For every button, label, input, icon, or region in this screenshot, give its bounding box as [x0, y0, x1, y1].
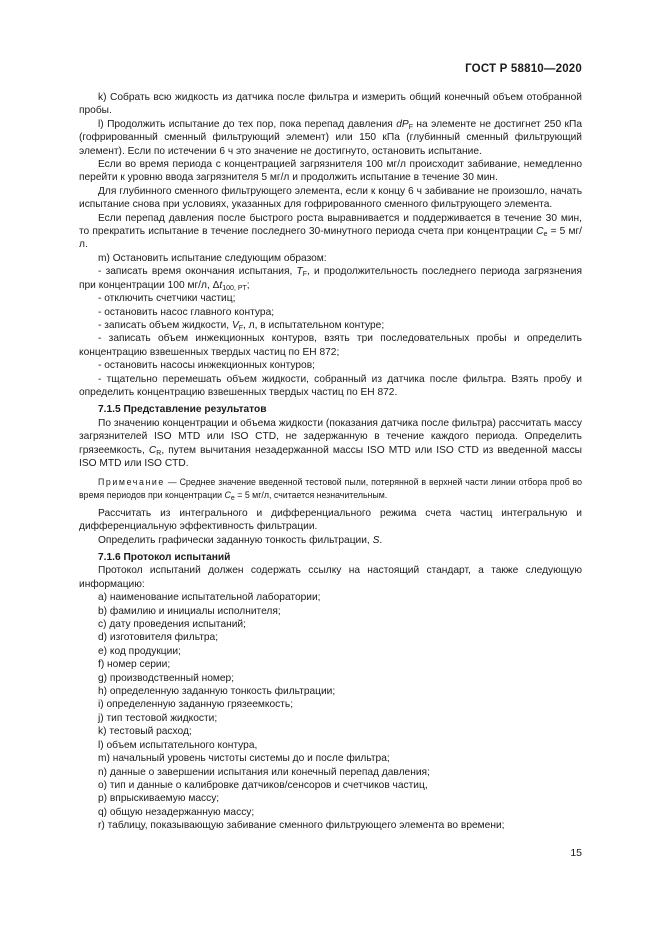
report-intro: Протокол испытаний должен содержать ссылку на настоящий стандарт, а также следующую информацию: [79, 565, 582, 590]
report-item: i) определенную заданную грязеемкость; [98, 699, 294, 711]
report-item: b) фамилию и инициалы исполнителя; [98, 605, 281, 617]
page-number: 15 [570, 847, 582, 859]
report-item: n) данные о завершении испытания или конечный перепад давления; [98, 766, 430, 778]
step-stop-pump: - остановить насос главного контура; [98, 306, 275, 318]
report-item: q) общую незадержанную массу; [98, 806, 255, 818]
item-k: k) Собрать всю жидкость из датчика после фильтра и измерить общий конечный объем отобранной пробы. [79, 92, 582, 117]
step-record-time: - записать время окончания испытания, $T_F$, и продолжительность последнего периода загрязнения при концентрации 100 мг/л, $\Delta t_{100, PT}$; [79, 266, 582, 292]
report-item: f) номер серии; [98, 659, 171, 671]
report-item: r) таблицу, показывающую забивание сменного фильтрующего элемента во времени; [98, 820, 505, 832]
report-item: g) производственный номер; [98, 672, 235, 684]
report-item: a) наименование испытательной лаборатории; [98, 592, 321, 604]
report-item: h) определенную заданную тонкость фильтрации; [98, 686, 336, 698]
paragraph-results: По значению концентрации и объема жидкости (показания датчика после фильтра) рассчитать массу загрязнителей ISO MTD или ISO CTD, не задержанную в течение каждого периода. Определить грязеемкость, $C_R$, путем вычитания незадержанной массы ISO MTD или ISO CTD из введенной массы ISO MTD или ISO CTD. [79, 417, 582, 469]
step-record-volume: - записать объем жидкости, $V_F$, л, в испытательном контуре; [98, 319, 385, 332]
item-m: m) Остановить испытание следующим образом: [98, 252, 327, 264]
step-disable-counters: - отключить счетчики частиц; [98, 293, 236, 305]
report-item: p) впрыскиваемую массу; [98, 793, 220, 805]
step-injection-volume: - записать объем инжекционных контуров, взять три последовательных пробы и определить концентрацию взвешенных твердых частиц по ЕН 872; [79, 333, 582, 358]
paragraph-efficiency: Рассчитать из интегрального и дифференциального режима счета частиц интегральную и дифференциальную эффективность фильтрации. [79, 507, 582, 533]
standard-header: ГОСТ Р 58810—2020 [465, 63, 582, 75]
report-item: k) тестовый расход; [98, 726, 192, 738]
paragraph-fineness: Определить графически заданную тонкость фильтрации, S. [98, 534, 383, 546]
step-mix-sample: - тщательно перемешать объем жидкости, собранный из датчика после фильтра. Взять пробу и определить концентрацию взвешенных твердых частиц по ЕН 872. [79, 373, 582, 398]
report-item: c) дату проведения испытаний; [98, 619, 246, 631]
report-item: o) тип и данные о калибровке датчиков/сенсоров и счетчиков частиц, [98, 779, 428, 791]
section-716-title: 7.1.6 Протокол испытаний [98, 552, 231, 563]
section-715-title: 7.1.5 Представление результатов [98, 404, 267, 416]
report-item: d) изготовителя фильтра; [98, 632, 219, 644]
step-stop-injection: - остановить насосы инжекционных контуров; [98, 360, 315, 372]
report-item: e) код продукции; [98, 645, 181, 657]
paragraph-depth-element: Для глубинного сменного фильтрующего элемента, если к концу 6 ч забивание не произошло, начать испытание снова при условиях, указанных для гофрированного сменного фильтрующего элемента. [79, 185, 582, 211]
paragraph-pressure-drop: Если перепад давления после быстрого роста выравнивается и поддерживается в течение 30 мин, то прекратить испытание в течение последнего 30-минутного периода счета при концентрации $C_e = 5$ мг/л. [79, 212, 582, 251]
report-item: l) объем испытательного контура, [98, 739, 258, 751]
report-item: j) тип тестовой жидкости; [98, 712, 218, 724]
paragraph-clogging: Если во время периода с концентрацией загрязнителя 100 мг/л происходит забивание, немедленно перейти к уровню ввода загрязнителя 5 мг/л и продолжить испытание в течение 30 мин. [79, 159, 582, 184]
item-l: l) Продолжить испытание до тех пор, пока перепад давления $dP_F$ на элементе не достигнет 250 кПа (гофрированный сменный фильтрующий элемент) или 150 кПа (глубинный сменный фильтрующий элемент). Если по истечении 6 ч это значение не достигнуто, остановить испытание. [79, 118, 582, 157]
document-body [79, 91, 582, 833]
note: Примечание — Среднее значение введенной тестовой пыли, потерянной в верхней части линии отбора проб во время периодов при концентрации $C_e = 5$ мг/л, считается незначительным. [79, 477, 582, 502]
report-item: m) начальный уровень чистоты системы до и после фильтра; [98, 753, 390, 765]
report-items-list [79, 591, 582, 832]
